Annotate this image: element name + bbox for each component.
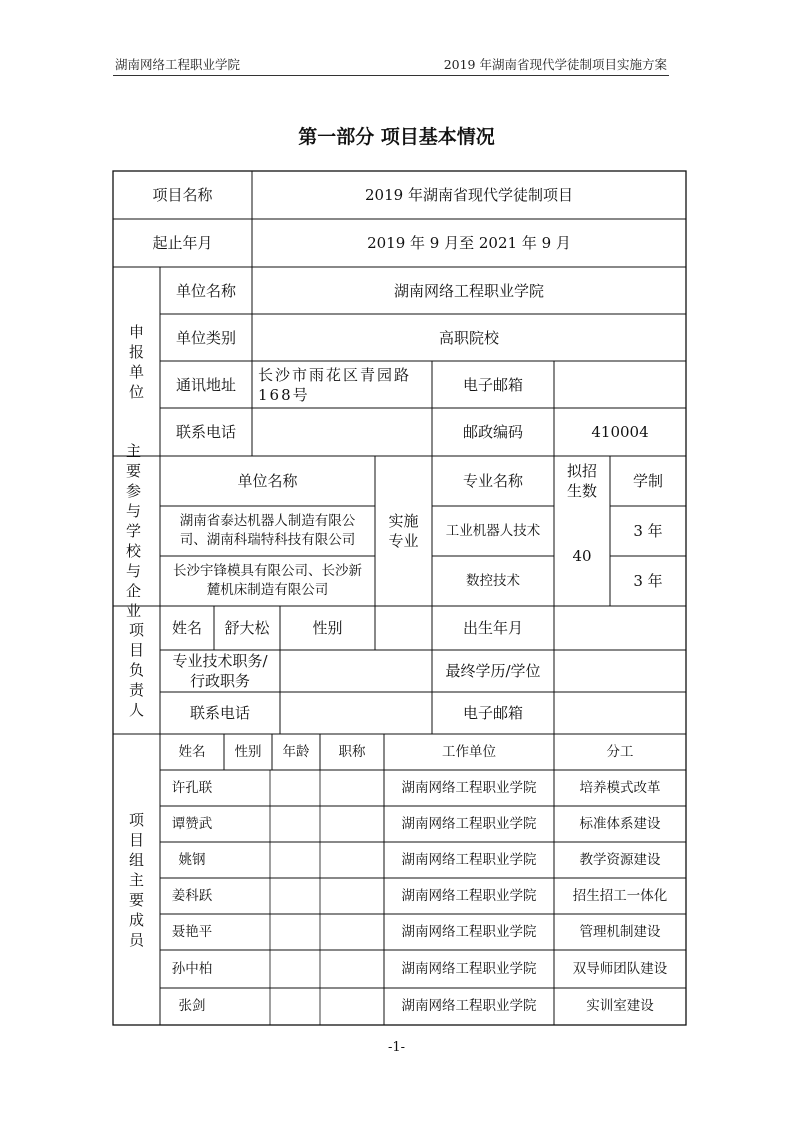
member-name: 聂艳平 <box>171 923 213 940</box>
member-role: 培养模式改革 <box>579 779 661 796</box>
partner-unit-header: 单位名称 <box>237 472 298 490</box>
leader-email-value <box>554 692 686 734</box>
applicant-phone-value <box>252 408 432 456</box>
postcode-value: 410004 <box>591 423 649 441</box>
major-name-1: 工业机器人技术 <box>445 522 541 539</box>
leader-birth-label: 出生年月 <box>462 619 523 637</box>
member-role: 实训室建设 <box>586 998 654 1014</box>
period-value: 2019 年 9 月至 2021 年 9 月 <box>367 234 571 252</box>
leader-gender-label: 性别 <box>312 619 343 637</box>
leader-phone-value <box>280 692 432 734</box>
member-name: 孙中柏 <box>171 960 213 977</box>
leader-degree-value <box>554 650 686 692</box>
unit-type-value: 高职院校 <box>438 328 499 347</box>
project-name-label: 项目名称 <box>152 186 213 204</box>
members-header-gender: 性别 <box>234 743 262 760</box>
leader-name-value: 舒大松 <box>224 619 270 637</box>
leader-phone-label: 联系电话 <box>189 704 250 722</box>
member-unit: 湖南网络工程职业学院 <box>401 779 537 796</box>
member-role: 教学资源建设 <box>579 851 661 868</box>
leader-title-value <box>280 650 432 692</box>
partner-unit-2: 长沙宇锋模具有限公司、长沙新麓机床制造有限公司 <box>173 563 362 598</box>
project-name-value: 2019 年湖南省现代学徒制项目 <box>365 186 573 204</box>
member-role: 招生招工一体化 <box>572 887 668 904</box>
applicant-phone-label: 联系电话 <box>175 423 236 441</box>
member-unit: 湖南网络工程职业学院 <box>401 815 537 832</box>
applicant-group-label: 申报单位 <box>128 322 144 401</box>
member-unit: 湖南网络工程职业学院 <box>401 923 537 940</box>
member-role: 双导师团队建设 <box>572 960 668 977</box>
member-name: 许孔联 <box>171 779 213 796</box>
section-title: 第一部分 项目基本情况 <box>298 126 495 148</box>
members-group-label: 项目组主要成员 <box>128 810 144 949</box>
partners-group-label: 主要参与学校与企业 <box>125 442 147 620</box>
enroll-count: 40 <box>572 547 592 565</box>
member-unit: 湖南网络工程职业学院 <box>401 998 537 1014</box>
address-value: 长沙市雨花区青园路168号 <box>258 365 412 404</box>
partner-unit-1: 湖南省泰达机器人制造有限公司、湖南科瑞特科技有限公司 <box>179 513 356 548</box>
members-header-name: 姓名 <box>178 743 206 760</box>
leader-email-label: 电子邮箱 <box>462 704 523 722</box>
major-name-2: 数控技术 <box>466 572 520 589</box>
header-left: 湖南网络工程职业学院 <box>115 57 241 72</box>
member-role: 管理机制建设 <box>579 923 661 940</box>
member-name: 姜科跃 <box>171 887 213 904</box>
member-name: 姚钢 <box>178 851 206 868</box>
member-unit: 湖南网络工程职业学院 <box>401 887 537 904</box>
leader-name-label: 姓名 <box>171 619 202 637</box>
major-name-header: 专业名称 <box>462 472 523 490</box>
page-number: -1- <box>387 1040 406 1055</box>
leader-title-label: 专业技术职务/行政职务 <box>172 652 268 690</box>
unit-name-label: 单位名称 <box>175 281 236 300</box>
leader-group-label: 项目负责人 <box>128 621 144 719</box>
applicant-email-value <box>554 361 686 408</box>
member-unit: 湖南网络工程职业学院 <box>401 960 537 977</box>
member-unit: 湖南网络工程职业学院 <box>401 851 537 868</box>
enroll-header: 拟招生数 <box>566 462 597 500</box>
unit-type-label: 单位类别 <box>175 328 236 347</box>
duration-header: 学制 <box>632 472 663 490</box>
leader-gender-value <box>375 606 432 650</box>
address-label: 通讯地址 <box>175 375 236 394</box>
member-role: 标准体系建设 <box>579 815 661 832</box>
members-header-role: 分工 <box>606 743 634 760</box>
duration-2: 3 年 <box>633 572 663 590</box>
period-label: 起止年月 <box>152 234 213 252</box>
members-header-title: 职称 <box>338 743 366 760</box>
members-header-unit: 工作单位 <box>442 743 496 760</box>
member-name: 张剑 <box>178 998 206 1014</box>
header-right: 2019 年湖南省现代学徒制项目实施方案 <box>443 57 667 72</box>
leader-degree-label: 最终学历/学位 <box>445 662 541 680</box>
major-group-label: 实施专业 <box>388 512 419 550</box>
applicant-email-label: 电子邮箱 <box>462 375 523 394</box>
postcode-label: 邮政编码 <box>462 423 523 441</box>
members-header-age: 年龄 <box>282 743 310 760</box>
unit-name-value: 湖南网络工程职业学院 <box>393 281 544 300</box>
duration-1: 3 年 <box>633 522 663 540</box>
leader-birth-value <box>554 606 686 650</box>
member-name: 谭赞武 <box>171 815 213 832</box>
